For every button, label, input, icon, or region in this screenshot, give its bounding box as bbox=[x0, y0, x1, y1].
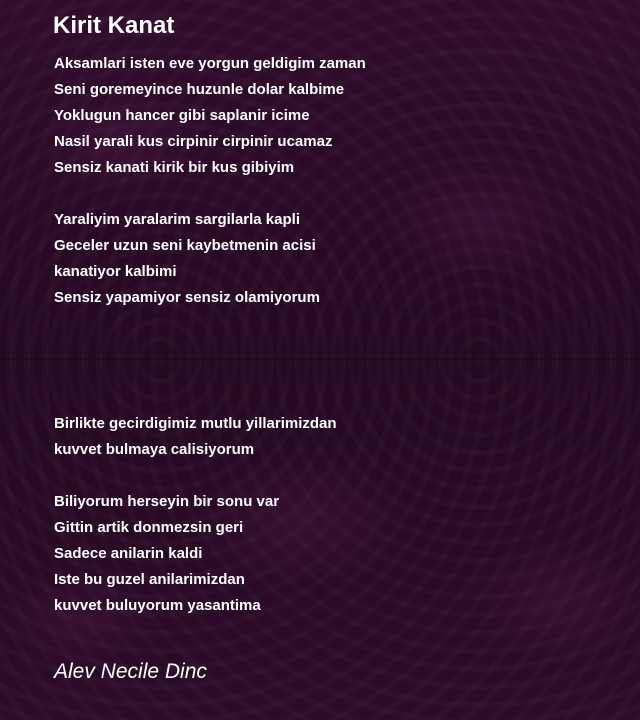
poem-line: Iste bu guzel anilarimizdan bbox=[54, 571, 245, 588]
poem-line: kuvvet buluyorum yasantima bbox=[54, 597, 261, 614]
stanza-1 bbox=[54, 51, 366, 181]
poem-line: Sadece anilarin kaldi bbox=[54, 545, 203, 562]
poem-line: Seni goremeyince huzunle dolar kalbime bbox=[54, 81, 345, 98]
poem-line: Sensiz yapamiyor sensiz olamiyorum bbox=[54, 289, 320, 306]
poem-line: Sensiz kanati kirik bir kus gibiyim bbox=[54, 159, 295, 176]
poem-line: Biliyorum herseyin bir sonu var bbox=[54, 493, 280, 510]
poem-author: Alev Necile Dinc bbox=[54, 660, 207, 683]
poem-title: Kirit Kanat bbox=[53, 12, 175, 39]
poem-line: Yaraliyim yaralarim sargilarla kapli bbox=[54, 211, 300, 228]
poem-line: Yoklugun hancer gibi saplanir icime bbox=[54, 107, 310, 124]
background-band bbox=[0, 358, 640, 360]
poem-line: Birlikte gecirdigimiz mutlu yillarimizdan bbox=[54, 415, 337, 432]
stanza-3 bbox=[54, 411, 337, 463]
poem-line: Nasil yarali kus cirpinir cirpinir ucamaz bbox=[54, 133, 333, 150]
stanza-4 bbox=[54, 489, 279, 619]
poem-line: kuvvet bulmaya calisiyorum bbox=[54, 441, 255, 458]
poem-line: kanatiyor kalbimi bbox=[54, 263, 177, 280]
poem-line: Geceler uzun seni kaybetmenin acisi bbox=[54, 237, 316, 254]
poem-line: Aksamlari isten eve yorgun geldigim zaman bbox=[54, 55, 366, 72]
stanza-2 bbox=[54, 207, 320, 311]
poem-line: Gittin artik donmezsin geri bbox=[54, 519, 244, 536]
